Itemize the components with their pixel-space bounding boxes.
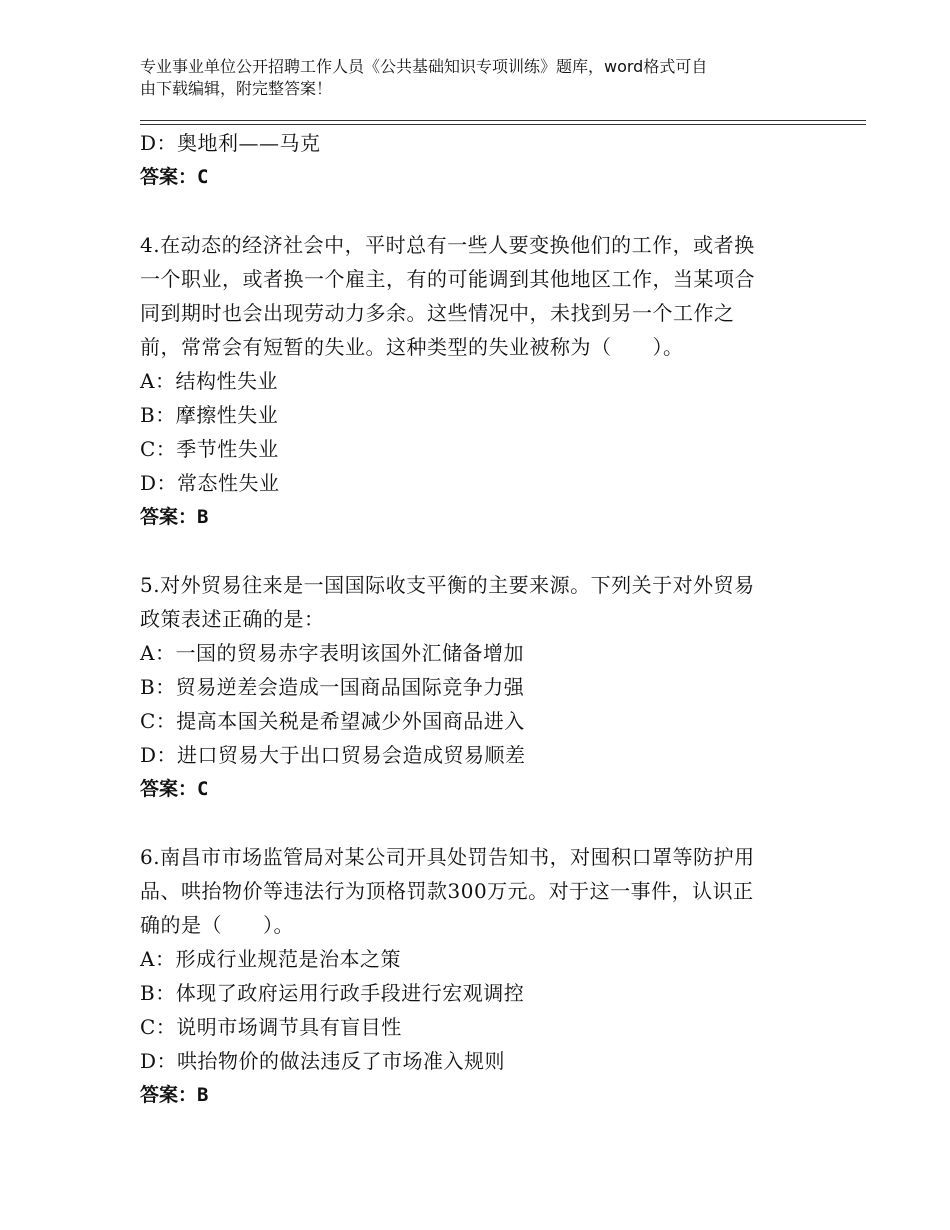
header-rule-top <box>140 120 866 121</box>
answer-value: B <box>197 1084 209 1106</box>
question-stem-line: 5.对外贸易往来是一国国际收支平衡的主要来源。下列关于对外贸易 <box>140 573 755 597</box>
question-stem-line: 同到期时也会出现劳动力多余。这些情况中，未找到另一个工作之 <box>140 301 735 325</box>
question-stem-line: 一个职业，或者换一个雇主，有的可能调到其他地区工作，当某项合 <box>140 267 755 291</box>
question-3-tail <box>140 126 800 194</box>
answer-value: C <box>197 166 209 188</box>
answer-label: 答案： <box>140 166 198 188</box>
page-header <box>140 56 820 100</box>
answer-value: C <box>197 778 209 800</box>
option-d: D：进口贸易大于出口贸易会造成贸易顺差 <box>140 743 526 767</box>
answer-line <box>140 1078 800 1112</box>
option-d: D：奥地利——马克 <box>140 131 321 155</box>
answer-line <box>140 772 800 806</box>
option-b: B：贸易逆差会造成一国商品国际竞争力强 <box>140 675 525 699</box>
option-c: C：季节性失业 <box>140 437 279 461</box>
question-stem-line: 确的是（ ）。 <box>140 913 294 937</box>
question-content <box>140 126 800 1112</box>
question-stem-line: 品、哄抬物价等违法行为顶格罚款300万元。对于这一事件，认识正 <box>140 879 754 903</box>
option-d: D：常态性失业 <box>140 471 280 495</box>
header-line-2: 由下载编辑，附完整答案！ <box>140 79 333 98</box>
header-rule-bottom <box>140 124 866 125</box>
question-stem-line: 6.南昌市市场监管局对某公司开具处罚告知书，对囤积口罩等防护用 <box>140 845 755 869</box>
question-6 <box>140 840 800 1112</box>
option-a: A：一国的贸易赤字表明该国外汇储备增加 <box>140 641 524 665</box>
answer-label: 答案： <box>140 1084 198 1106</box>
option-b: B：体现了政府运用行政手段进行宏观调控 <box>140 981 525 1005</box>
option-c: C：提高本国关税是希望减少外国商品进入 <box>140 709 525 733</box>
option-b: B：摩擦性失业 <box>140 403 279 427</box>
answer-value: B <box>197 506 209 528</box>
answer-line <box>140 160 800 194</box>
question-stem-line: 4.在动态的经济社会中，平时总有一些人要变换他们的工作，或者换 <box>140 233 755 257</box>
option-a: A：结构性失业 <box>140 369 278 393</box>
question-stem-line: 政策表述正确的是： <box>140 607 325 631</box>
answer-label: 答案： <box>140 778 198 800</box>
question-4 <box>140 228 800 534</box>
question-stem-line: 前，常常会有短暂的失业。这种类型的失业被称为（ ）。 <box>140 335 684 359</box>
option-c: C：说明市场调节具有盲目性 <box>140 1015 402 1039</box>
question-5 <box>140 568 800 806</box>
answer-line <box>140 500 800 534</box>
option-d: D：哄抬物价的做法违反了市场准入规则 <box>140 1049 506 1073</box>
header-line-1: 专业事业单位公开招聘工作人员《公共基础知识专项训练》题库，word格式可自 <box>140 57 708 76</box>
option-a: A：形成行业规范是治本之策 <box>140 947 401 971</box>
answer-label: 答案： <box>140 506 198 528</box>
